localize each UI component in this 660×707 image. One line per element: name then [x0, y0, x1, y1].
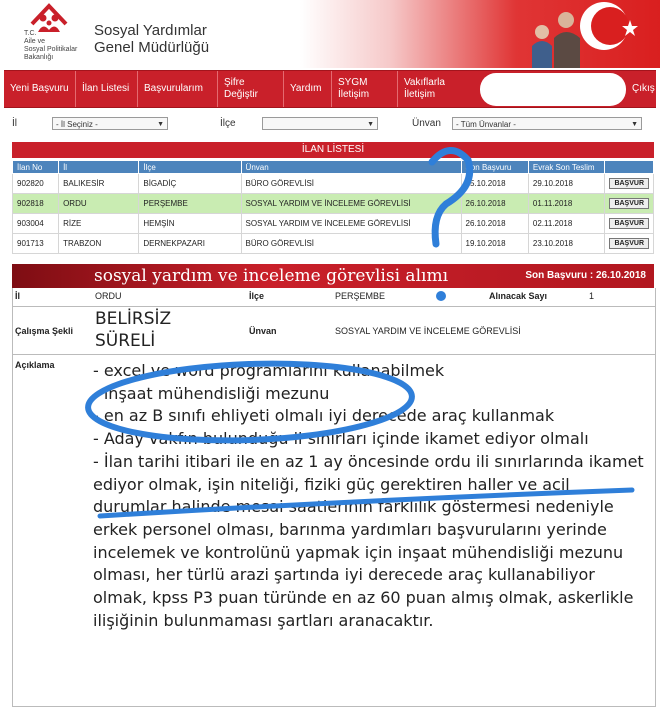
- cell-ilan-no: 902818: [13, 194, 59, 214]
- detail-header: [12, 264, 654, 288]
- cell-unvan: SOSYAL YARDIM VE İNCELEME GÖREVLİSİ: [241, 214, 461, 234]
- table-row[interactable]: [13, 194, 654, 214]
- detail-title: sosyal yardım ve inceleme görevlisi alımı: [94, 266, 449, 286]
- nav-sygm-iletisim[interactable]: [332, 71, 398, 107]
- main-navbar: [4, 70, 656, 108]
- nav-label: Yeni Başvuru: [10, 83, 69, 94]
- ministry-name: T.C. Aile ve Sosyal Politikalar Bakanlığı: [24, 30, 78, 61]
- chevron-down-icon: ▼: [367, 121, 374, 128]
- il-label: İl: [15, 291, 21, 301]
- filter-bar: [10, 114, 656, 136]
- nav-basvurularim[interactable]: [138, 71, 218, 107]
- cell-ilan-no: 901713: [13, 234, 59, 254]
- nav-label: Şifre Değiştir: [224, 77, 258, 100]
- unvan-label: Ünvan: [249, 326, 277, 336]
- calisma-value: BELİRSİZ SÜRELİ: [95, 309, 172, 351]
- detail-table: [12, 288, 656, 707]
- cell-action: [605, 194, 654, 214]
- table-row[interactable]: [13, 174, 654, 194]
- cell-unvan: BÜRO GÖREVLİSİ: [241, 174, 461, 194]
- chevron-down-icon: ▼: [157, 121, 164, 128]
- detail-deadline: Son Başvuru : 26.10.2018: [525, 270, 646, 281]
- unvan-select[interactable]: [452, 117, 642, 130]
- chevron-down-icon: ▼: [631, 121, 638, 128]
- ilce-label: İlçe: [249, 291, 265, 301]
- il-select-value: - İl Seçiniz -: [56, 120, 98, 129]
- cell-unvan: SOSYAL YARDIM VE İNCELEME GÖREVLİSİ: [241, 194, 461, 214]
- detail-row-type: [13, 306, 655, 355]
- cell-son-basvuru: 19.10.2018: [461, 234, 528, 254]
- il-select[interactable]: [52, 117, 168, 130]
- unvan-value: SOSYAL YARDIM VE İNCELEME GÖREVLİSİ: [335, 326, 521, 336]
- col-header: Ünvan: [241, 161, 461, 174]
- table-row[interactable]: [13, 214, 654, 234]
- nav-yeni-basvuru[interactable]: [4, 71, 76, 107]
- crescent-star-icon: [574, 0, 644, 64]
- cell-action: [605, 174, 654, 194]
- col-header: Son Başvuru: [461, 161, 528, 174]
- table-header-row: [13, 161, 654, 174]
- aciklama-line: - Aday vakfın bulunduğu il sınırları içinde ikamet ediyor olmalı: [93, 429, 589, 449]
- aciklama-text: [93, 360, 648, 632]
- cell-son-basvuru: 26.10.2018: [461, 194, 528, 214]
- cell-ilce: BİGADİÇ: [139, 174, 241, 194]
- cell-il: TRABZON: [59, 234, 139, 254]
- basvur-button[interactable]: BAŞVUR: [609, 238, 649, 249]
- alinacak-value: 1: [589, 291, 595, 301]
- unvan-select-value: - Tüm Ünvanlar -: [456, 120, 516, 129]
- redacted-user-area: [480, 73, 626, 106]
- basvur-button[interactable]: BAŞVUR: [609, 178, 649, 189]
- ilce-value: PERŞEMBE: [335, 291, 386, 301]
- il-value: ORDU: [95, 291, 122, 301]
- nav-label: Başvurularım: [144, 83, 203, 94]
- il-filter-label: İl: [12, 118, 17, 129]
- basvur-button[interactable]: BAŞVUR: [609, 218, 649, 229]
- nav-label: İlan Listesi: [82, 83, 130, 94]
- table-row[interactable]: [13, 234, 654, 254]
- cell-il: BALIKESİR: [59, 174, 139, 194]
- nav-ilan-listesi[interactable]: [76, 71, 138, 107]
- ilan-list-title: İLAN LİSTESİ: [12, 142, 654, 158]
- nav-label: Vakıflarla İletişim: [404, 77, 445, 100]
- ministry-logo[interactable]: [6, 2, 82, 64]
- org-title: Sosyal Yardımlar Genel Müdürlüğü: [94, 22, 210, 56]
- cell-evrak: 23.10.2018: [528, 234, 605, 254]
- nav-label: Çıkış: [632, 83, 655, 94]
- aciklama-line: - İlan tarihi itibari ile en az 1 ay öncesinde ordu ili sınırlarında ikamet ediyor olmak, işin niteliği, fiziki güç gerektiren haller ve acil durumlar halinde mesai saatlerinin farklılık göstermesi nedeniyle erkek personel olması, barınma yardımları başvurularını yerinde incelemek ve kontrolünü yapmak için inşaat mühendisliği mezunu olması, her türlü arazi şartında iyi derecede araç kullanabiliyor olmak, kpss P3 puan türünde en az 60 puan almış olmak, askerlikle ilişiğinin bulunmaması şartları aranacaktır.: [93, 451, 644, 630]
- cell-il: RİZE: [59, 214, 139, 234]
- nav-label: Yardım: [290, 83, 322, 94]
- col-header: İlan No: [13, 161, 59, 174]
- cell-ilce: DERNEKPAZARI: [139, 234, 241, 254]
- detail-row-location: [13, 288, 655, 307]
- cell-son-basvuru: 26.10.2018: [461, 214, 528, 234]
- col-header: İlçe: [139, 161, 241, 174]
- aciklama-line: - excel ve word programlarını kullanabilmek: [93, 361, 445, 380]
- nav-logout[interactable]: [626, 71, 656, 107]
- col-header: İl: [59, 161, 139, 174]
- cell-ilce: PERŞEMBE: [139, 194, 241, 214]
- basvur-button[interactable]: BAŞVUR: [609, 198, 649, 209]
- aciklama-label: Açıklama: [15, 360, 55, 370]
- nav-label: SYGM İletişim: [338, 77, 370, 100]
- cell-evrak: 01.11.2018: [528, 194, 605, 214]
- nav-yardim[interactable]: [284, 71, 332, 107]
- aciklama-line: - en az B sınıfı ehliyeti olmalı iyi derecede araç kullanmak: [93, 406, 555, 426]
- unvan-filter-label: Ünvan: [412, 118, 441, 129]
- cell-ilan-no: 903004: [13, 214, 59, 234]
- col-header: [605, 161, 654, 174]
- ilan-table: [12, 160, 654, 254]
- nav-vakiflarla-iletisim[interactable]: [398, 71, 478, 107]
- calisma-label: Çalışma Şekli: [15, 326, 74, 336]
- cell-ilan-no: 902820: [13, 174, 59, 194]
- alinacak-label: Alınacak Sayı: [489, 291, 548, 301]
- cell-action: [605, 214, 654, 234]
- site-header: [0, 0, 660, 68]
- cell-unvan: BÜRO GÖREVLİSİ: [241, 234, 461, 254]
- cell-son-basvuru: 25.10.2018: [461, 174, 528, 194]
- aciklama-line: - inşaat mühendisliği mezunu: [93, 383, 330, 403]
- ilce-filter-label: İlçe: [220, 118, 236, 129]
- cell-il: ORDU: [59, 194, 139, 214]
- ilce-select[interactable]: [262, 117, 378, 130]
- nav-sifre-degistir[interactable]: [218, 71, 284, 107]
- cell-action: [605, 234, 654, 254]
- col-header: Evrak Son Teslim: [528, 161, 605, 174]
- cell-evrak: 02.11.2018: [528, 214, 605, 234]
- cell-ilce: HEMŞİN: [139, 214, 241, 234]
- cell-evrak: 29.10.2018: [528, 174, 605, 194]
